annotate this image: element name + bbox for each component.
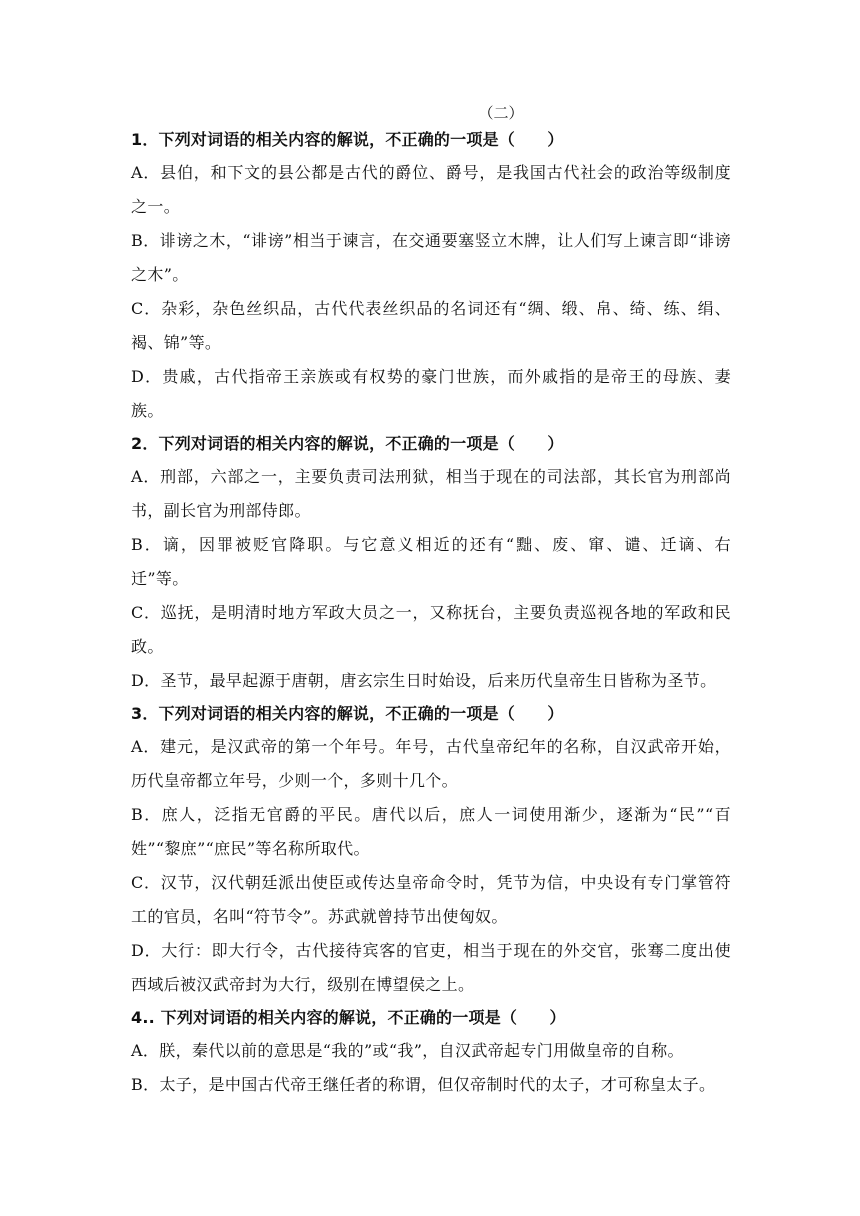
option-d: D．贵戚，古代指帝王亲族或有权势的豪门世族，而外戚指的是帝王的母族、妻族。	[131, 367, 731, 420]
option-b: B．太子，是中国古代帝王继任者的称谓，但仅帝制时代的太子，才可称皇太子。	[131, 1075, 716, 1094]
option-b: B．诽谤之木，“诽谤”相当于谏言，在交通要塞竖立木牌，让人们写上谏言即“诽谤之木”。	[131, 231, 731, 284]
question-2	[131, 428, 731, 698]
option-d: D．大行：即大行令，古代接待宾客的官吏，相当于现在的外交官，张骞二度出使西域后被汉武帝封为大行，级别在博望侯之上。	[131, 941, 731, 994]
option-c: C．巡抚，是明清时地方军政大员之一，又称抚台，主要负责巡视各地的军政和民政。	[131, 603, 731, 656]
option-d: D．圣节，最早起源于唐朝，唐玄宗生日时始设，后来历代皇帝生日皆称为圣节。	[131, 671, 717, 690]
option-c: C．汉节，汉代朝廷派出使臣或传达皇帝命令时，凭节为信，中央设有专门掌管符工的官员，名叫“符节令”。苏武就曾持节出使匈奴。	[131, 873, 731, 926]
section-title: （二）	[478, 104, 524, 122]
question-stem: 2．下列对词语的相关内容的解说，不正确的一项是（ ）	[131, 434, 564, 453]
option-b: B．谪，因罪被贬官降职。与它意义相近的还有“黜、废、窜、谴、迁谪、右迁”等。	[131, 535, 731, 588]
document-page	[131, 102, 731, 1102]
option-b: B．庶人，泛指无官爵的平民。唐代以后，庶人一词使用渐少，逐渐为“民”“百姓”“黎庶”“庶民”等名称所取代。	[131, 805, 731, 858]
question-stem: 3．下列对词语的相关内容的解说，不正确的一项是（ ）	[131, 704, 564, 723]
option-a: A．朕，秦代以前的意思是“我的”或“我”，自汉武帝起专门用做皇帝的自称。	[131, 1041, 684, 1060]
question-stem: 4.. 下列对词语的相关内容的解说，不正确的一项是（ ）	[131, 1008, 566, 1027]
question-1	[131, 124, 731, 428]
question-stem: 1．下列对词语的相关内容的解说，不正确的一项是（ ）	[131, 130, 564, 149]
question-3	[131, 698, 731, 1002]
option-a: A．县伯，和下文的县公都是古代的爵位、爵号，是我国古代社会的政治等级制度之一。	[131, 163, 731, 216]
option-c: C．杂彩，杂色丝织品，古代代表丝织品的名词还有“绸、缎、帛、绮、练、绢、褐、锦”等。	[131, 299, 731, 352]
option-a: A．建元，是汉武帝的第一个年号。年号，古代皇帝纪年的名称，自汉武帝开始，历代皇帝都立年号，少则一个，多则十几个。	[131, 737, 731, 790]
option-a: A．刑部，六部之一，主要负责司法刑狱，相当于现在的司法部，其长官为刑部尚书，副长官为刑部侍郎。	[131, 467, 731, 520]
question-4	[131, 1002, 731, 1102]
